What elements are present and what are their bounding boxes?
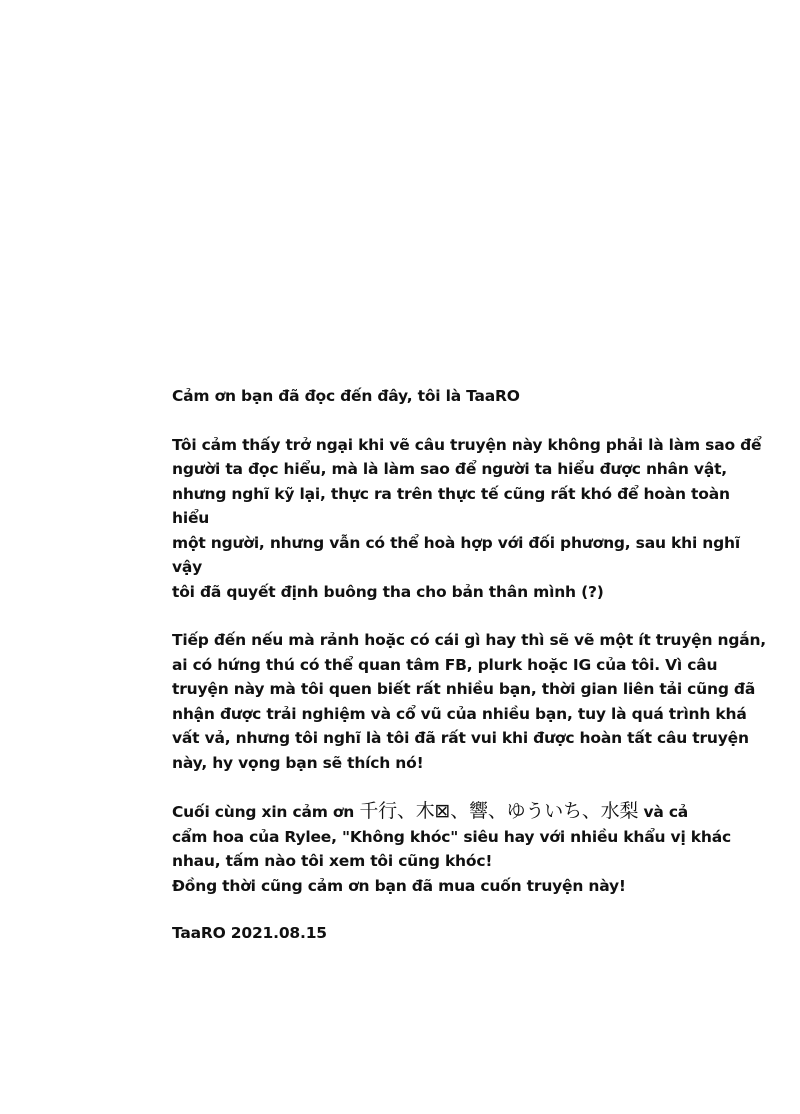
thanks-rest: cẩm hoa của Rylee, "Không khóc" siêu hay với nhiều khẩu vị khác nhau, tấm nào tôi xem tôi cũng khóc! Đồng thời cũng cảm ơn bạn đã mua cuốn truyện này! bbox=[172, 827, 731, 895]
greeting-line: Cảm ơn bạn đã đọc đến đây, tôi là TaaRO bbox=[172, 387, 520, 405]
paragraph-future-plans: Tiếp đến nếu mà rảnh hoặc có cái gì hay thì sẽ vẽ một ít truyện ngắn, ai có hứng thú có thể quan tâm FB, plurk hoặc IG của tôi. Vì câu truyện này mà tôi quen biết rất nhiều bạn, thời gian liên tải cũng đã nhận được trải nghiệm và cổ vũ của nhiều bạn, tuy là quá trình khá vất vả, nhưng tôi nghĩ là tôi đã rất vui khi được hoàn tất câu truyện này, hy vọng bạn sẽ thích nó! bbox=[172, 631, 766, 772]
paragraph-thanks bbox=[172, 799, 772, 898]
paragraph-drawing-difficulty: Tôi cảm thấy trở ngại khi vẽ câu truyện này không phải là làm sao để người ta đọc hiểu, mà là làm sao để người ta hiểu được nhân vật, nhưng nghĩ kỹ lại, thực ra trên thực tế cũng rất khó để hoàn toàn hiểu một người, nhưng vẫn có thể hoà hợp với đối phương, sau khi nghĩ vậy tôi đã quyết định buông tha cho bản thân mình (?) bbox=[172, 435, 762, 601]
thanks-prefix: Cuối cùng xin cảm ơn bbox=[172, 803, 360, 821]
thanks-names: 千行、木⊠、響、ゆういち、水梨 bbox=[359, 800, 639, 822]
afterword-note bbox=[172, 384, 772, 946]
signature: TaaRO 2021.08.15 bbox=[172, 924, 327, 942]
thanks-suffix: và cả bbox=[638, 803, 689, 821]
